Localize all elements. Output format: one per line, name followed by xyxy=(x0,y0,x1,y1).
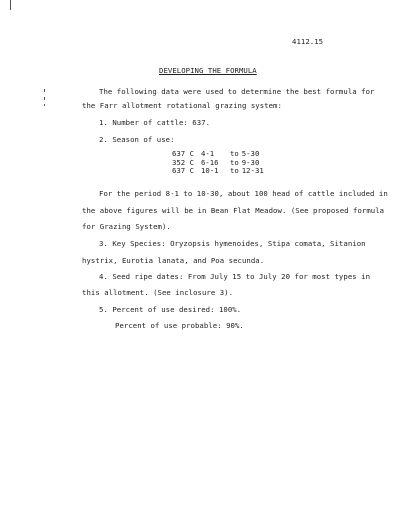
cattle-count: 637 C xyxy=(172,166,194,175)
item-number-of-cattle: 1. Number of cattle: 637. xyxy=(99,118,211,127)
seed-ripe-line-2: this allotment. (See inclosure 3). xyxy=(82,288,234,297)
end-date: 5-30 xyxy=(241,149,260,158)
percent-use-probable: Percent of use probable: 90%. xyxy=(115,321,244,330)
season-of-use-table xyxy=(172,150,267,176)
start-date: 10-1 xyxy=(200,166,219,175)
end-date: 9-30 xyxy=(241,157,260,167)
start-date: 4-1 xyxy=(200,149,215,158)
item-season-of-use: 2. Season of use: xyxy=(99,135,175,144)
to-word: to xyxy=(229,149,239,158)
key-species-line-2: hystrix, Eurotia lanata, and Poa secunda. xyxy=(82,256,265,265)
intro-line-2: the Farr allotment rotational grazing system: xyxy=(82,101,282,110)
period-line-2: the above figures will be in Bean Flat Meadow. (See proposed formula xyxy=(82,206,385,215)
percent-use-desired: 5. Percent of use desired: 100%. xyxy=(99,305,242,314)
period-line-3: for Grazing System). xyxy=(82,222,171,231)
seed-ripe-line-1: 4. Seed ripe dates: From July 15 to July 20 for most types in xyxy=(99,272,371,281)
to-word: to xyxy=(229,157,239,167)
period-line-1: For the period 8-1 to 10-30, about 100 head of cattle included in xyxy=(99,189,388,198)
start-date: 6-16 xyxy=(200,157,219,167)
key-species-line-1: 3. Key Species: Oryzopsis hymenoides, Stipa comata, Sitanion xyxy=(99,239,366,248)
scan-mark-left xyxy=(44,104,45,106)
intro-line-1: The following data were used to determine the best formula for xyxy=(99,87,375,96)
cattle-count: 637 C xyxy=(172,149,194,158)
table-row xyxy=(172,167,267,176)
scan-mark-left xyxy=(44,89,45,92)
to-word: to xyxy=(229,166,239,175)
cattle-count: 352 C xyxy=(172,157,194,167)
page-number: 4112.15 xyxy=(292,37,324,46)
document-title: DEVELOPING THE FORMULA xyxy=(159,66,257,75)
scan-mark-top xyxy=(10,0,11,10)
scan-mark-left xyxy=(44,97,45,100)
end-date: 12-31 xyxy=(241,166,264,175)
